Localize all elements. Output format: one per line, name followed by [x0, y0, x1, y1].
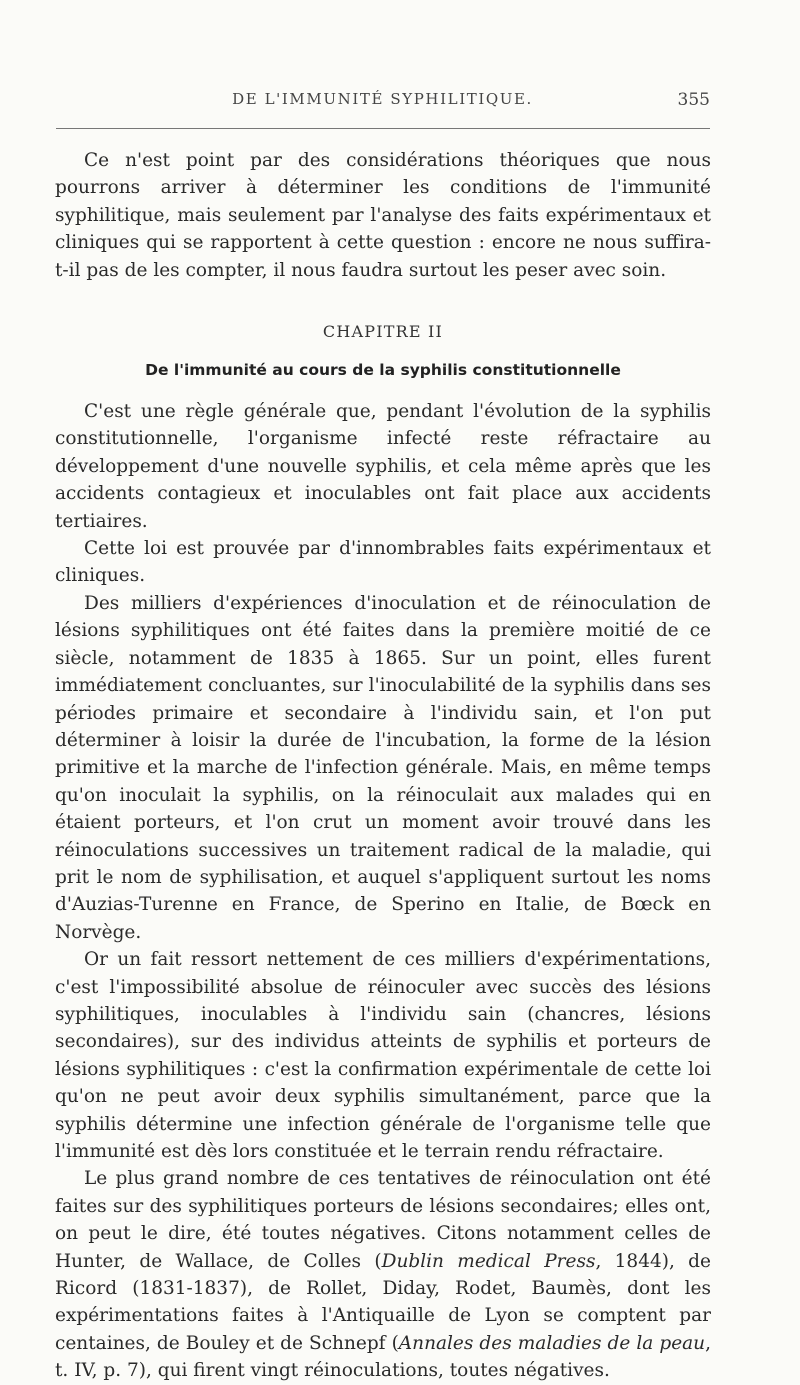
chapter-label: CHAPITRE II: [322, 322, 444, 342]
reinoculations-text-a: Le plus grand nombre de ces tentatives de réinoculation ont été faites sur des syphilitiques porteurs de lésions secondaires; elles ont, on peut le dire, été toutes négatives. Citons notamment celles de Hunter, de Wallace, de Colles (: [55, 1168, 711, 1272]
reinoculations-text-c: , t. IV, p. 7), qui firent vingt réinoculations, toutes négatives.: [55, 1332, 711, 1382]
paragraph-proof: Cette loi est prouvée par d'innombrables faits expérimentaux et cliniques.: [55, 538, 711, 587]
paragraph-reinoculations: [55, 1165, 711, 1384]
paragraph-rule: C'est une règle générale que, pendant l'évolution de la syphilis constitutionnelle, l'organisme infecté reste réfractaire au développement d'une nouvelle syphilis, et cela même après que les accidents contagieux et inoculables ont fait place aux accidents tertiaires.: [55, 401, 711, 532]
paragraph-experiments: Des milliers d'expériences d'inoculation et de réinoculation de lésions syphilitiques ont été faites dans la première moitié de ce siècle, notamment de 1835 à 1865. Sur un point, elles furent immédiatement concluantes, sur l'inoculabilité de la syphilis dans ses périodes primaire et secondaire à l'individu sain, et l'on put déterminer à loisir la durée de l'incubation, la forme de la lésion primitive et la marche de l'infection générale. Mais, en même temps qu'on inoculait la syphilis, on la réinoculait aux malades qui en étaient porteurs, et l'on crut un moment avoir trouvé dans les réinoculations successives un traitement radical de la maladie, qui prit le nom de syphilisation, et auquel s'appliquent surtout les noms d'Auzias-Turenne en France, de Sperino en Italie, de Bœck en Norvège.: [55, 592, 711, 943]
chapter-title: De l'immunité au cours de la syphilis constitutionnelle: [145, 361, 621, 380]
header-rule: [56, 128, 710, 129]
paragraph-conclusion: Or un fait ressort nettement de ces milliers d'expérimentations, c'est l'impossibilité absolue de réinoculer avec succès des lésions syphilitiques, inoculables à l'individu sain (chancres, lésions secondaires), sur des individus atteints de syphilis et porteurs de lésions syphilitiques : c'est la confirmation expérimentale de cette loi qu'on ne peut avoir deux syphilis simultanément, parce que la syphilis détermine une infection générale de l'organisme telle que l'immunité est dès lors constituée et le terrain rendu réfractaire.: [55, 949, 711, 1162]
reinoculations-text-b: , 1844), de Ricord (1831-1837), de Rollet, Diday, Rodet, Baumès, dont les expérimentations faites à l'Antiquaille de Lyon se comptent par centaines, de Bouley et de Schnepf (: [55, 1250, 711, 1354]
body-text: [55, 147, 711, 1385]
running-title: DE L'IMMUNITÉ SYPHILITIQUE.: [232, 90, 533, 108]
running-header: [55, 90, 710, 114]
citation-annales-maladies-peau: Annales des maladies de la peau: [398, 1332, 706, 1354]
intro-paragraph: Ce n'est point par des considérations théoriques que nous pourrons arriver à déterminer les conditions de l'immunité syphilitique, mais seulement par l'analyse des faits expérimentaux et cliniques qui se rapportent à cette question : encore ne nous suffira-t-il pas de les compter, il nous faudra surtout les peser avec soin.: [55, 150, 711, 281]
citation-dublin-medical-press: Dublin medical Press: [381, 1250, 596, 1272]
page-number: 355: [677, 90, 710, 110]
